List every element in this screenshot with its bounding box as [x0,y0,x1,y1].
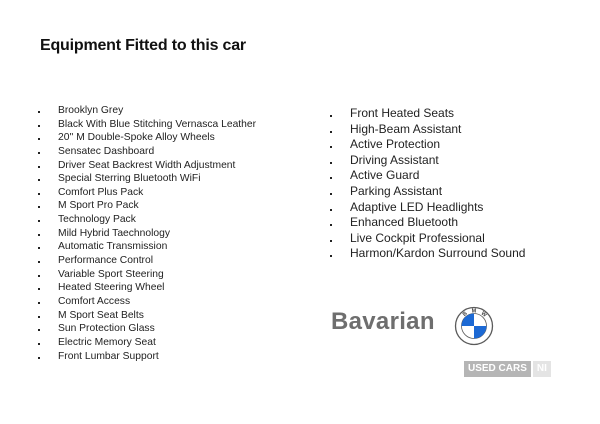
list-item: Live Cockpit Professional [330,231,525,247]
bullet-icon [38,166,40,168]
bullet-icon [38,193,40,195]
list-item: Automatic Transmission [37,240,256,254]
bullet-icon [38,329,40,331]
list-item: Adaptive LED Headlights [330,200,525,216]
list-item: Active Protection [330,137,525,153]
bullet-icon [38,152,40,154]
list-item: Comfort Plus Pack [37,186,256,200]
list-item: Mild Hybrid Taechnology [37,227,256,241]
list-item: Front Lumbar Support [37,350,256,364]
list-item: Variable Sport Steering [37,268,256,282]
list-item: Brooklyn Grey [37,104,256,118]
bullet-icon [38,343,40,345]
list-item: Active Guard [330,168,525,184]
bullet-icon [38,111,40,113]
used-cars-badge [464,361,551,377]
bullet-icon [38,206,40,208]
bullet-icon [38,138,40,140]
bullet-icon [330,240,332,242]
equipment-list-right [330,106,525,262]
region-label: NI [533,361,551,377]
bullet-icon [330,224,332,226]
bullet-icon [330,146,332,148]
bullet-icon [330,255,332,257]
list-item: Parking Assistant [330,184,525,200]
bullet-icon [330,162,332,164]
list-item: High-Beam Assistant [330,122,525,138]
bullet-icon [38,275,40,277]
bullet-icon [330,209,332,211]
list-item: Driving Assistant [330,153,525,169]
list-item: Driver Seat Backrest Width Adjustment [37,159,256,173]
bullet-icon [330,177,332,179]
page-title: Equipment Fitted to this car [40,37,246,54]
list-item: Electric Memory Seat [37,336,256,350]
list-item: Enhanced Bluetooth [330,215,525,231]
bullet-icon [38,247,40,249]
bullet-icon [38,125,40,127]
bullet-icon [330,115,332,117]
list-item: Heated Steering Wheel [37,281,256,295]
list-item: Black With Blue Stitching Vernasca Leather [37,118,256,132]
bullet-icon [38,220,40,222]
bullet-icon [38,179,40,181]
svg-text:W: W [479,310,488,319]
list-item: Comfort Access [37,295,256,309]
list-item: Sun Protection Glass [37,322,256,336]
bullet-icon [38,234,40,236]
bullet-icon [38,261,40,263]
bullet-icon [38,357,40,359]
list-item: Front Heated Seats [330,106,525,122]
svg-text:M: M [471,308,477,315]
bullet-icon [330,131,332,133]
bullet-icon [38,302,40,304]
bullet-icon [38,288,40,290]
bmw-roundel-icon [454,306,494,346]
equipment-list-left [37,104,256,363]
used-cars-label: USED CARS [464,361,531,377]
list-item: 20'' M Double-Spoke Alloy Wheels [37,131,256,145]
list-item: Harmon/Kardon Surround Sound [330,246,525,262]
list-item: Special Sterring Bluetooth WiFi [37,172,256,186]
list-item: Sensatec Dashboard [37,145,256,159]
dealer-logo-text: Bavarian [331,308,435,335]
bullet-icon [38,316,40,318]
svg-text:B: B [461,310,469,318]
bullet-icon [330,193,332,195]
list-item: M Sport Pro Pack [37,199,256,213]
list-item: Performance Control [37,254,256,268]
list-item: M Sport Seat Belts [37,309,256,323]
list-item: Technology Pack [37,213,256,227]
